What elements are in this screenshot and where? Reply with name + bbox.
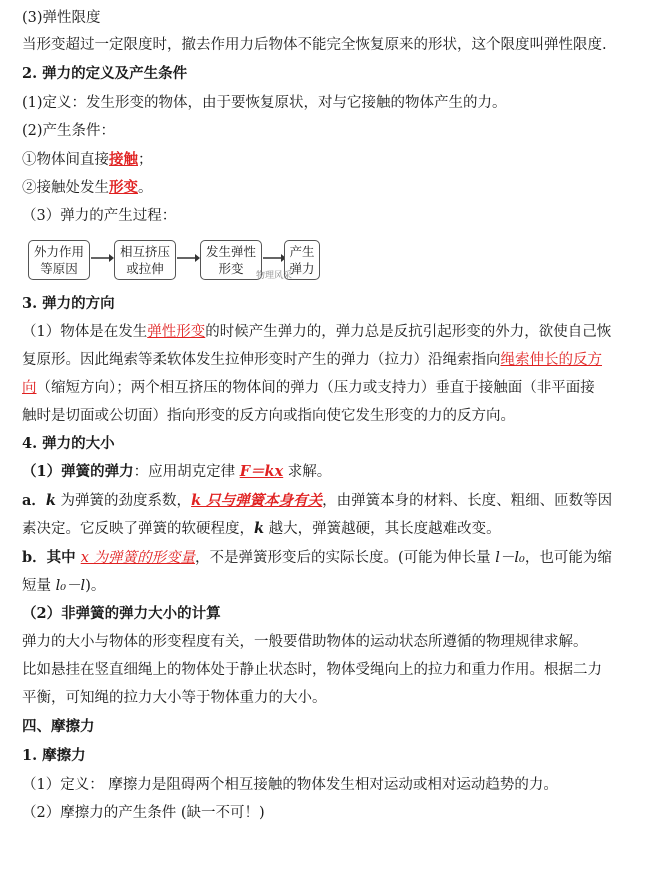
formula-compression: l₀－l	[55, 578, 86, 594]
heading-magnitude: 4. 弹力的大小	[22, 435, 115, 452]
item-b-line-2	[22, 576, 105, 596]
highlight-k-depends: k 只与弹簧本身有关	[191, 492, 323, 509]
item-b-line-1	[22, 548, 612, 568]
item-b-label: b．其中	[22, 549, 81, 566]
flow-box-result: 产生弹力	[284, 240, 320, 280]
nonspring-para-1: 弹力的大小与物体的形变程度有关，一般要借助物体的运动状态所遵循的物理规律求解。	[22, 634, 588, 650]
var-k: k	[45, 492, 56, 509]
text: 的时候产生弹力的，弹力总是反抗引起形变的外力，欲使自己恢	[205, 324, 612, 340]
spring-force-title: （1）弹簧的弹力	[22, 463, 134, 480]
condition-2-punct: 。	[138, 180, 153, 196]
paragraph-process: （3）弹力的产生过程：	[22, 208, 177, 224]
text: 越大，弹簧越硬，其长度越难改变。	[264, 521, 501, 537]
highlight-rope-direction-end: 向	[22, 380, 37, 396]
heading-friction: 1. 摩擦力	[22, 747, 86, 764]
var-k: k	[254, 520, 265, 537]
hooke-law-formula: F＝kx	[239, 463, 284, 480]
text: （1）定义：	[22, 777, 109, 793]
condition-1-highlight: 接触	[109, 151, 138, 168]
paragraph-elastic-limit: 当形变超过一定限度时，撤去作用力后物体不能完全恢复原来的形状，这个限度叫弹性限度.	[22, 37, 607, 53]
arrow-right-icon	[90, 252, 114, 264]
item-a-line-1	[22, 491, 612, 511]
condition-1-punct: ；	[138, 152, 153, 168]
text: （1）物体是在发生	[22, 324, 148, 340]
friction-definition	[22, 775, 558, 795]
paragraph-definition: (1)定义：发生形变的物体，由于要恢复原状，对与它接触的物体产生的力。	[22, 95, 507, 111]
condition-1-text: ①物体间直接	[22, 152, 109, 168]
spring-force-line	[22, 462, 331, 482]
text: ：应用胡克定律	[133, 464, 240, 480]
item-a-line-2	[22, 519, 501, 539]
direction-line-2	[22, 350, 602, 370]
condition-2-text: ②接触处发生	[22, 180, 109, 196]
flow-box-squeeze: 相互挤压或拉伸	[114, 240, 176, 280]
friction-conditions: （2）摩擦力的产生条件 (缺一不可！)	[22, 805, 265, 821]
text: ，由弹簧本身的材料、长度、粗细、匝数等因	[322, 493, 613, 509]
text: 求解。	[283, 464, 332, 480]
text: 为弹簧的劲度系数，	[55, 493, 192, 509]
direction-line-4: 触时是切面或公切面）指向形变的反方向或指向使它发生形变的力的反方向。	[22, 408, 515, 424]
arrow-right-icon	[176, 252, 200, 264]
watermark: 物理风采	[256, 271, 293, 281]
nonspring-para-2: 比如悬挂在竖直细绳上的物体处于静止状态时，物体受绳向上的拉力和重力作用。根据二力	[22, 662, 602, 678]
item-a-label: a．	[22, 492, 46, 509]
formula-elongation: l－l₀	[495, 550, 525, 566]
text: )。	[85, 578, 106, 594]
arrow-right-icon	[262, 252, 286, 264]
nonspring-para-3: 平衡，可知绳的拉力大小等于物体重力的大小。	[22, 690, 327, 706]
text: 短量	[22, 578, 56, 594]
section-friction: 四、摩擦力	[22, 718, 95, 735]
text: 素决定。它反映了弹簧的软硬程度，	[22, 521, 254, 537]
direction-line-3	[22, 378, 595, 398]
text: ，不是弹簧形变后的实际长度。(可能为伸长量	[194, 550, 496, 566]
paragraph-conditions: (2)产生条件：	[22, 123, 116, 139]
highlight-rope-direction: 绳索伸长的反方	[500, 352, 602, 368]
direction-line-1	[22, 322, 611, 342]
subsection-elastic-limit: (3)弹性限度	[22, 10, 101, 26]
condition-1	[22, 150, 153, 170]
text: （缩短方向）；两个相互挤压的物体间的弹力（压力或支持力）垂直于接触面（非平面接	[36, 380, 595, 396]
condition-2-highlight: 形变	[109, 179, 138, 196]
heading-elastic-force-definition: 2. 弹力的定义及产生条件	[22, 65, 188, 82]
highlight-x-deformation: x 为弹簧的形变量	[80, 550, 195, 566]
flow-box-cause: 外力作用等原因	[28, 240, 90, 280]
highlight-elastic-deformation: 弹性形变	[147, 324, 206, 340]
heading-direction: 3. 弹力的方向	[22, 295, 115, 312]
text: 复原形。因此绳索等柔软体发生拉伸形变时产生的弹力（拉力）沿绳索指向	[22, 352, 501, 368]
condition-2	[22, 178, 153, 198]
flow-box-deform: 发生弹性形变	[200, 240, 262, 280]
text: 摩擦力是阻碍两个相互接触的物体发生相对运动或相对运动趋势的力。	[108, 777, 558, 793]
text: ，也可能为缩	[524, 550, 612, 566]
heading-nonspring: （2）非弹簧的弹力大小的计算	[22, 605, 221, 622]
